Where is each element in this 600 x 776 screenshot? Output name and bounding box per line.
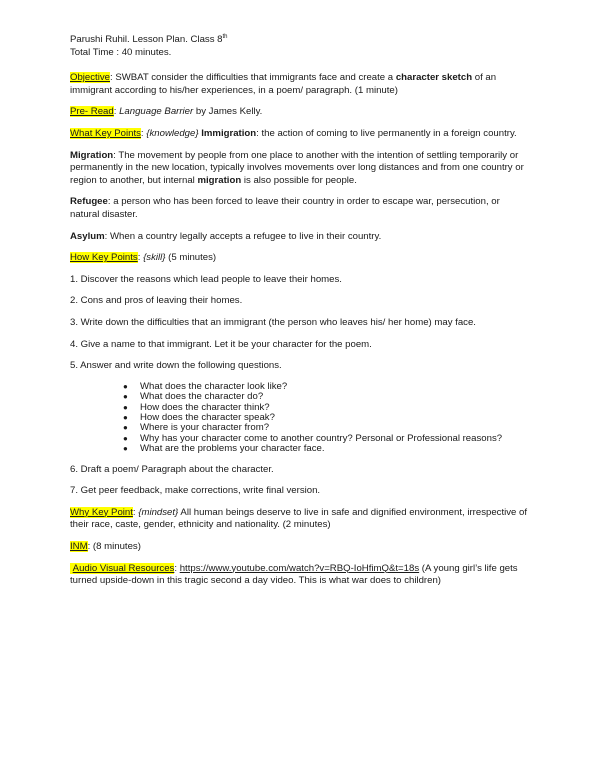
- objective-paragraph: [70, 72, 530, 97]
- pre-read-paragraph: [70, 106, 530, 119]
- refugee-term: Refugee: [70, 196, 108, 208]
- immigration-def: : the action of coming to live permanently in a foreign country.: [256, 127, 517, 139]
- pre-read-author: by James Kelly.: [193, 106, 263, 118]
- step-item: 5. Answer and write down the following questions.: [70, 360, 282, 372]
- questions-list: [70, 382, 530, 455]
- why-key-label: Why Key Point: [70, 506, 133, 518]
- asylum-paragraph: [70, 231, 530, 244]
- why-key-text: All human beings deserve to live in safe and dignified environment, irrespective of their race, caste, gender, ethnicity and nationality. (2 minutes): [70, 506, 528, 531]
- bullet-icon: ●: [123, 392, 128, 402]
- objective-text-b: of an immigrant according to his/her experiences, in a poem/ paragraph. (1 minute): [70, 72, 497, 96]
- step-item: 6. Draft a poem/ Paragraph about the character.: [70, 463, 274, 475]
- av-text: (A young girl’s life gets turned upside-down in this tragic second a day video. This is what war does to children): [70, 562, 518, 587]
- asylum-def: : When a country legally accepts a refugee to live in their country.: [104, 230, 382, 242]
- question-text: Why has your character come to another country? Personal or Professional reasons?: [140, 432, 503, 444]
- step-item: 3. Write down the difficulties that an immigrant (the person who leaves his/ her home) may face.: [70, 316, 476, 328]
- refugee-def: : a person who has been forced to leave their country in order to escape war, persecution, or natural disaster.: [70, 196, 500, 220]
- lesson-plan-body: [70, 34, 530, 597]
- objective-bold: character sketch: [395, 72, 473, 84]
- bullet-icon: ●: [123, 412, 128, 422]
- inm-text: : (8 minutes): [87, 540, 141, 552]
- asylum-term: Asylum: [70, 230, 105, 242]
- objective-label: Objective: [70, 72, 110, 84]
- inm-label: INM: [70, 540, 88, 552]
- migration-bold: migration: [197, 174, 242, 186]
- inm-paragraph: [70, 541, 530, 554]
- how-key-sep: :: [137, 252, 144, 264]
- step-item: 4. Give a name to that immigrant. Let it be your character for the poem.: [70, 338, 372, 350]
- refugee-paragraph: [70, 196, 530, 221]
- what-key-paragraph: [70, 128, 530, 141]
- pre-read-title: Language Barrier: [119, 106, 194, 118]
- migration-def-a: : The movement by people from one place to another with the intention of settling temporarily or permanently in the new location, typically involves movements over long distances and from one country or region to another, but internal: [70, 149, 524, 186]
- migration-def-b: is also possible for people.: [241, 174, 357, 186]
- av-paragraph: [70, 563, 530, 588]
- question-text: What are the problems your character face.: [140, 443, 325, 455]
- why-key-tag: {mindset}: [138, 506, 179, 518]
- immigration-term: Immigration: [198, 127, 257, 139]
- how-key-paragraph: [70, 252, 530, 265]
- question-text: How does the character speak?: [140, 411, 275, 423]
- bullet-icon: ●: [123, 423, 128, 433]
- bullet-icon: ●: [123, 402, 128, 412]
- what-key-sep: :: [140, 127, 147, 139]
- step-item: 7. Get peer feedback, make corrections, write final version.: [70, 485, 321, 497]
- av-label: [70, 563, 174, 574]
- pre-read-sep: :: [113, 106, 120, 118]
- bullet-icon: ●: [123, 381, 128, 391]
- why-key-sep: :: [132, 506, 139, 518]
- question-text: How does the character think?: [140, 401, 270, 413]
- why-key-paragraph: [70, 507, 530, 532]
- av-label-text: Audio Visual Resources: [72, 562, 175, 574]
- step-item: 1. Discover the reasons which lead people to leave their homes.: [70, 273, 342, 285]
- av-sep: :: [174, 562, 180, 574]
- migration-term: Migration: [70, 149, 114, 161]
- what-key-tag: {knowledge}: [146, 127, 199, 139]
- bullet-icon: ●: [123, 444, 128, 454]
- migration-paragraph: [70, 150, 530, 188]
- question-text: What does the character do?: [140, 391, 264, 403]
- how-key-time: (5 minutes): [165, 252, 217, 264]
- video-link[interactable]: https://www.youtube.com/watch?v=RBQ-IoHfimQ&t=18s: [179, 562, 420, 574]
- header-line-1: [70, 34, 530, 47]
- objective-text-a: : SWBAT consider the difficulties that immigrants face and create a: [110, 72, 396, 84]
- step-item: 2. Cons and pros of leaving their homes.: [70, 295, 243, 307]
- question-text: What does the character look like?: [140, 380, 288, 392]
- header-title: Parushi Ruhil. Lesson Plan. Class 8: [70, 34, 223, 45]
- how-key-label: How Key Points: [70, 252, 138, 264]
- what-key-label: What Key Points: [70, 127, 141, 139]
- header-superscript: th: [222, 33, 228, 40]
- pre-read-label: Pre- Read: [70, 106, 114, 118]
- how-key-tag: {skill}: [143, 252, 166, 264]
- bullet-icon: ●: [123, 433, 128, 443]
- question-text: Where is your character from?: [140, 422, 270, 434]
- list-item: [123, 443, 530, 455]
- header-line-2: Total Time : 40 minutes.: [70, 46, 172, 58]
